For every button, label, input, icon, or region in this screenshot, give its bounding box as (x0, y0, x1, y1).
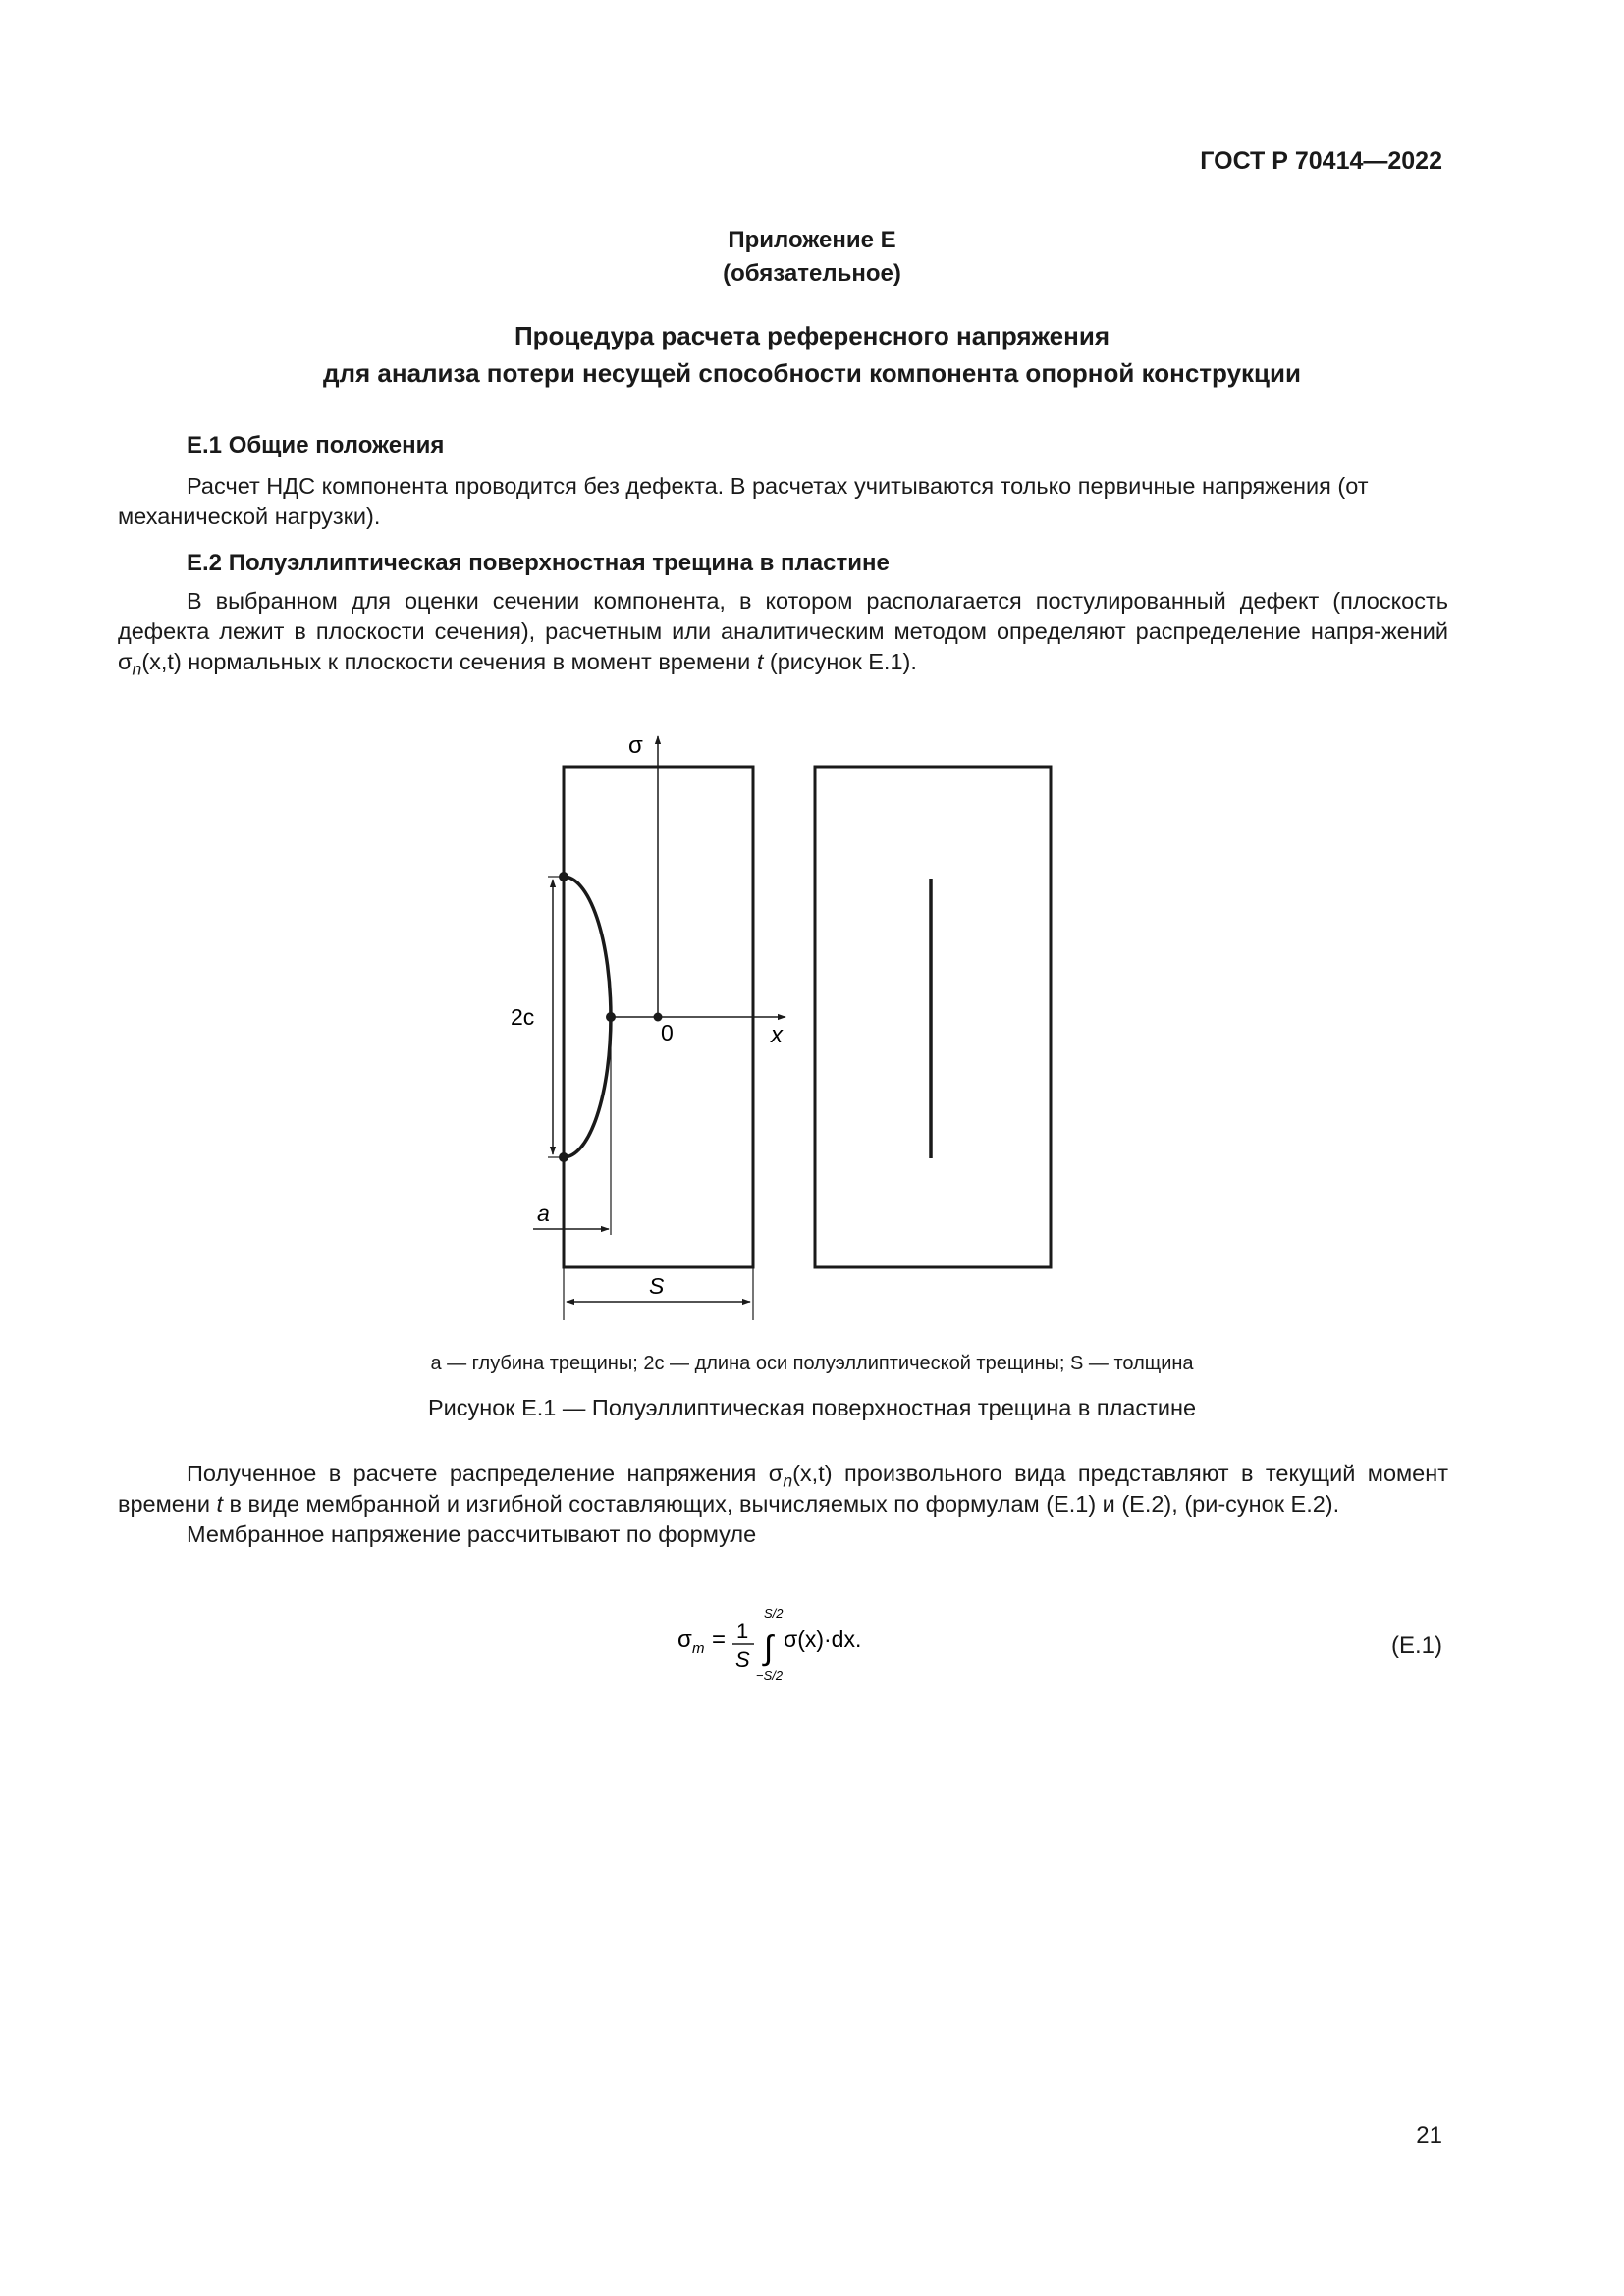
section-e2-title: Е.2 Полуэллиптическая поверхностная трещина в пластине (187, 550, 890, 576)
figure-caption: Рисунок Е.1 — Полуэллиптическая поверхностная трещина в пластине (427, 1395, 1197, 1420)
origin-label: 0 (661, 1020, 674, 1045)
crack-tip-point (606, 1012, 616, 1022)
formula-integrand: σ(x)·dx. (784, 1627, 862, 1652)
integral-sign: ∫ (764, 1629, 774, 1667)
integral-lower-limit: −S/2 (756, 1668, 784, 1682)
formula-e1 (648, 1600, 933, 1688)
annex-status: (обязательное) (723, 260, 901, 287)
figure-legend: a — глубина трещины; 2c — длина оси полуэллиптической трещины; S — толщина (430, 1353, 1194, 1374)
plate-plan-outline (815, 767, 1051, 1267)
a-label: a (537, 1201, 550, 1226)
annex-title: Приложение Е (728, 227, 896, 253)
formula-denominator: S (735, 1647, 750, 1672)
formula-numerator: 1 (736, 1619, 749, 1643)
formula-number: (Е.1) (1390, 1632, 1442, 1659)
formula-lhs-sub: m (692, 1640, 705, 1657)
paragraph: Мембранное напряжение рассчитывают по формуле (187, 1522, 757, 1547)
two-c-label: 2c (511, 1004, 535, 1030)
standard-number: ГОСТ Р 70414—2022 (1200, 147, 1442, 175)
x-axis-label: x (771, 1022, 783, 1048)
crack-profile (564, 877, 611, 1157)
paragraph: Расчет НДС компонента проводится без дефекта. В расчетах учитываются только первичные напряжения (от механической нагрузки). (118, 473, 1369, 529)
section-e1-title: Е.1 Общие положения (187, 432, 445, 458)
sigma-label: σ (628, 732, 643, 759)
page-number: 21 (1416, 2122, 1442, 2149)
paragraph: В выбранном для оценки сечении компонента, в котором располагается постулированный дефект (плоскость дефекта лежит в плоскости сечения), расчетным или аналитическим методом определяют распределение напря-жений $\sigma_n(x,t)$ нормальных к плоскости сечения в момент времени t (рисунок Е.1). (118, 588, 1448, 679)
s-label: S (649, 1273, 665, 1299)
procedure-heading-line2: для анализа потери несущей способности компонента опорной конструкции (323, 358, 1301, 388)
integral-upper-limit: S/2 (764, 1606, 784, 1621)
procedure-heading-line1: Процедура расчета референсного напряжения (514, 321, 1110, 350)
paragraph: Полученное в расчете распределение напряжения $\sigma_n(x,t)$ произвольного вида представляют в текущий момент времени t в виде мембранной и изгибной составляющих, вычисляемых по формулам (Е.1) и (Е.2), (ри-сунок Е.2). (118, 1461, 1448, 1517)
formula-equals: = (712, 1627, 727, 1653)
body-after-figure (118, 1459, 1448, 1550)
formula-lhs: σ (677, 1627, 692, 1653)
